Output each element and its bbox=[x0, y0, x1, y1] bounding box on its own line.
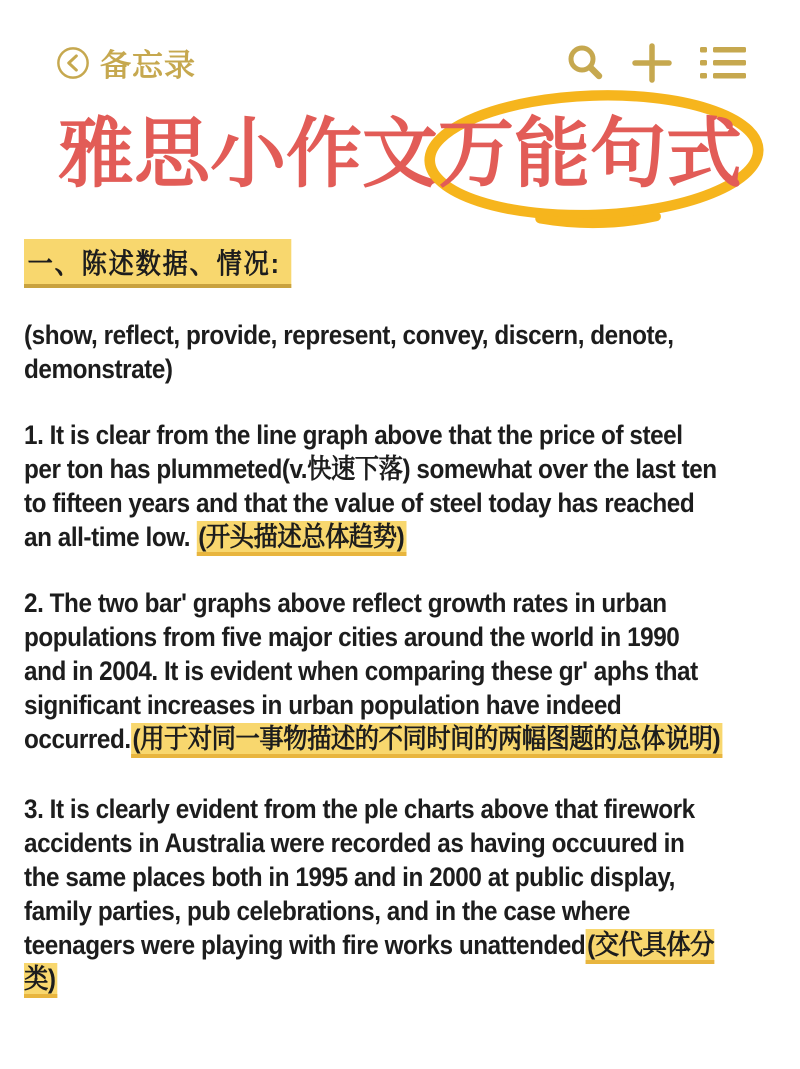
back-button[interactable] bbox=[56, 40, 196, 85]
search-button[interactable] bbox=[564, 42, 606, 84]
paragraph-3-text: 3. It is clearly evident from the ple charts above that firework accidents in Australia were recorded as having occuured in the same places both in 1995 and in 2000 at public display, family parties, pub celebrations, and in the case where teenagers were playing with fire works unattended bbox=[24, 794, 695, 960]
paragraph-2-text: 2. The two bar' graphs above reflect growth rates in urban populations from five major cities around the world in 1990 and in 2004. It is evident when comparing these gr' aphs that significant increases in urban population have indeed occurred. bbox=[24, 588, 698, 754]
section-heading-row bbox=[24, 239, 776, 288]
highlighted-annotation-2: (用于对同一事物描述的不同时间的两幅图题的总体说明) bbox=[131, 723, 722, 758]
section-heading: 一、陈述数据、情况: bbox=[24, 239, 292, 288]
note-title bbox=[0, 101, 800, 209]
paragraph-3 bbox=[24, 792, 776, 996]
add-note-button[interactable] bbox=[632, 43, 672, 83]
highlighted-annotation-1: (开头描述总体趋势) bbox=[196, 521, 406, 556]
nav-bar bbox=[0, 0, 800, 85]
paragraph-2 bbox=[24, 586, 776, 756]
verbs-text: (show, reflect, provide, represent, convey, discern, denote, demonstrate) bbox=[24, 320, 674, 384]
highlighted-annotation-3: (交代具体分类) bbox=[24, 929, 714, 998]
paragraph-1 bbox=[24, 418, 776, 554]
note-title-circled-group bbox=[438, 101, 742, 209]
nav-actions bbox=[564, 42, 748, 84]
note-editor[interactable] bbox=[24, 239, 776, 996]
note-title-plain: 雅思小作文 bbox=[58, 112, 438, 197]
chevron-left-circle-icon bbox=[56, 46, 90, 80]
note-title-circled-text: 万能句式 bbox=[438, 112, 742, 197]
bulleted-list-icon bbox=[698, 44, 748, 82]
search-icon bbox=[564, 42, 606, 84]
verbs-paragraph bbox=[24, 318, 776, 386]
plus-icon bbox=[632, 43, 672, 83]
back-button-label: 备忘录 bbox=[100, 48, 196, 83]
list-view-button[interactable] bbox=[698, 44, 748, 82]
paragraph-1-text: 1. It is clear from the line graph above that the price of steel per ton has plummeted(v.快速下落) somewhat over the last ten to fifteen years and that the value of steel today has reached an all-time low. bbox=[24, 420, 717, 552]
